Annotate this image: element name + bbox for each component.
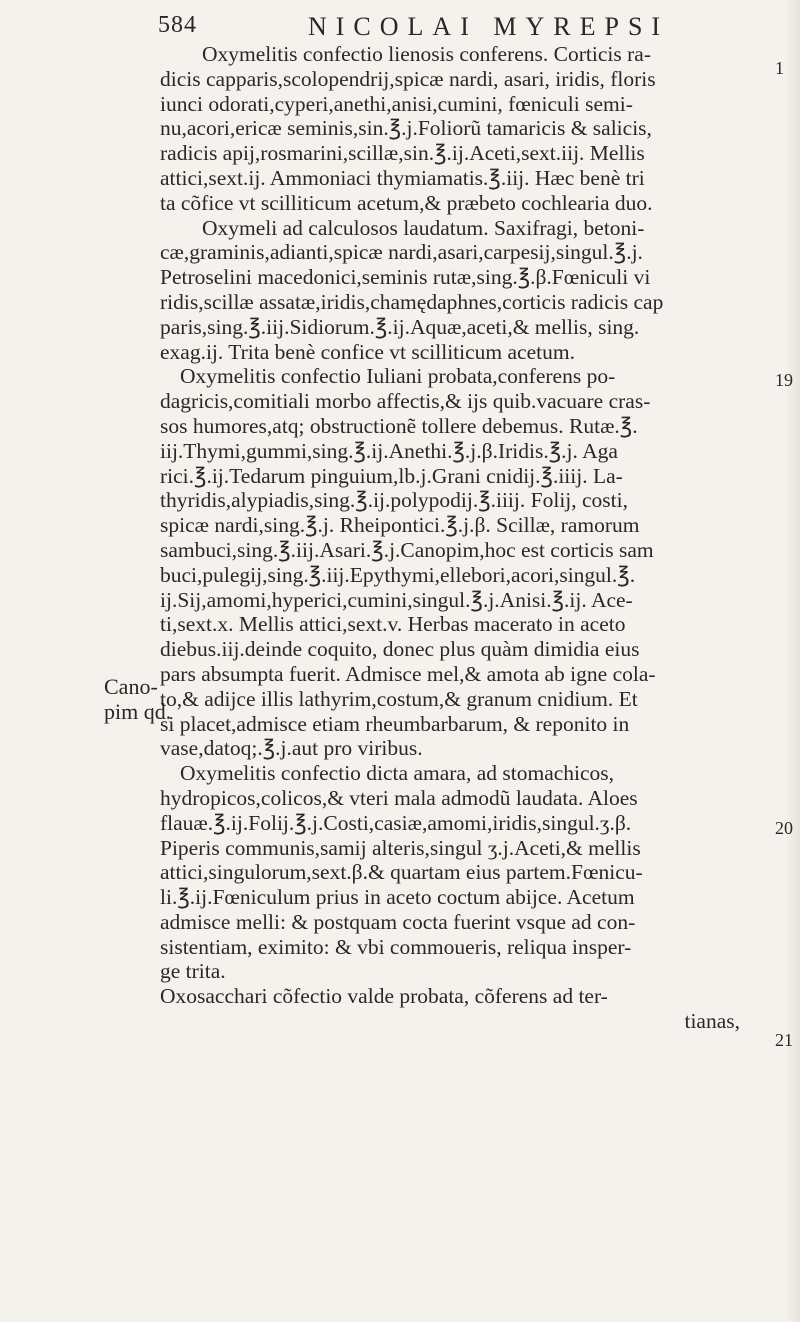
text-line: paris,sing.℥.iij.Sidiorum.℥.ij.Aquæ,aceti,& mellis, sing. [160,314,640,339]
text-line: ge trita. [160,959,226,984]
text-line: iij.Thymi,gummi,sing.℥.ij.Anethi.℥.j.β.Iridis.℥.j. Aga [160,438,618,463]
text-line: pars absumpta fuerit. Admisce mel,& amota ab igne cola- [160,661,656,686]
text-line: to,& adijce illis lathyrim,costum,& granum cnidium. Et [160,686,638,711]
text-line: ridis,scillæ assatæ,iridis,chamędaphnes,corticis radicis cap [160,289,664,314]
side-number: 20 [775,818,793,838]
side-number: 21 [775,1030,793,1050]
text-line: nu,acori,ericæ seminis,sin.℥.j.Foliorũ tamaricis & salicis, [160,116,652,141]
text-line: sambuci,sing.℥.iij.Asari.℥.j.Canopim,hoc est corticis sam [160,537,654,562]
paragraph-start-line: Oxymeli ad calculosos laudatum. Saxifragi, betoni- [202,215,645,240]
text-line: flauæ.℥.ij.Folij.℥.j.Costi,casiæ,amomi,iridis,singul.ʒ.β. [160,810,632,835]
paragraph-start-line: Oxymelitis confectio lienosis conferens. Corticis ra- [202,42,651,66]
text-line: hydropicos,colicos,& vteri mala admodũ laudata. Aloes [160,785,638,810]
text-line: iunci odorati,cyperi,anethi,anisi,cumini, fœniculi semi- [160,91,633,116]
margin-note-line: Cano- [104,674,158,699]
side-number: 1 [775,58,784,78]
catchword: tianas, [684,1009,740,1034]
text-line: ij.Sij,amomi,hyperici,cumini,singul.℥.j.Anisi.℥.ij. Ace- [160,587,633,612]
text-line: si placet,admisce etiam rheumbarbarum, & reponito in [160,711,630,736]
text-line: diebus.iij.deinde coquito, donec plus quàm dimidia eius [160,637,640,662]
text-line: rici.℥.ij.Tedarum pinguium,lb.j.Grani cnidij.℥.iiij. La- [160,463,623,488]
text-line: attici,singulorum,sext.β.& quartam eius partem.Fœnicu- [160,860,643,885]
text-line: ti,sext.x. Mellis attici,sext.v. Herbas macerato in aceto [160,612,626,637]
text-line: attici,sext.ij. Ammoniaci thymiamatis.℥.iij. Hæc benè tri [160,165,645,190]
running-head: NICOLAI MYREPSI [308,12,670,41]
margin-note-line: pim qd. [104,699,172,724]
page-number: 584 [158,12,197,38]
text-line: sistentiam, eximito: & vbi commoueris, reliqua insper- [160,934,632,959]
text-line: Piperis communis,samij alteris,singul ʒ.j.Aceti,& mellis [160,835,641,860]
text-line: dagricis,comitiali morbo affectis,& ijs quib.vacuare cras- [160,389,651,414]
paragraph-start-line: Oxymelitis confectio dicta amara, ad stomachicos, [180,761,615,786]
text-line: cæ,graminis,adianti,spicæ nardi,asari,carpesij,singul.℥.j. [160,240,643,265]
paragraph-start-line: Oxymelitis confectio Iuliani probata,conferens po- [180,364,616,389]
text-line: thyridis,alypiadis,sing.℥.ij.polypodij.℥.iiij. Folij, costi, [160,488,628,513]
text-line: vase,datoq;.℥.j.aut pro viribus. [160,736,423,761]
text-line: sos humores,atq; obstructionẽ tollere debemus. Rutæ.℥. [160,413,638,438]
text-line: ta cõfice vt scilliticum acetum,& præbeto cochlearia duo. [160,190,653,215]
text-body [160,42,760,1034]
text-line: Petroselini macedonici,seminis rutæ,sing.℥.β.Fœniculi vi [160,265,651,290]
side-number: 19 [775,370,793,390]
text-line: radicis apij,rosmarini,scillæ,sin.℥.ij.Aceti,sext.iij. Mellis [160,141,645,166]
text-line: spicæ nardi,sing.℥.j. Rheipontici.℥.j.β. Scillæ, ramorum [160,513,640,538]
text-line: dicis capparis,scolopendrij,spicæ nardi, asari, iridis, floris [160,66,656,91]
text-line: buci,pulegij,sing.℥.iij.Epythymi,ellebori,acori,singul.℥. [160,562,636,587]
text-line: exag.ij. Trita benè confice vt scilliticum acetum. [160,339,575,364]
text-line: admisce melli: & postquam cocta fuerint vsque ad con- [160,909,636,934]
text-line: li.℥.ij.Fœniculum prius in aceto coctum abijce. Acetum [160,885,635,910]
page-edge [786,0,800,1322]
paragraph-start-line: Oxosacchari cõfectio valde probata, cõferens ad ter- [160,984,608,1009]
